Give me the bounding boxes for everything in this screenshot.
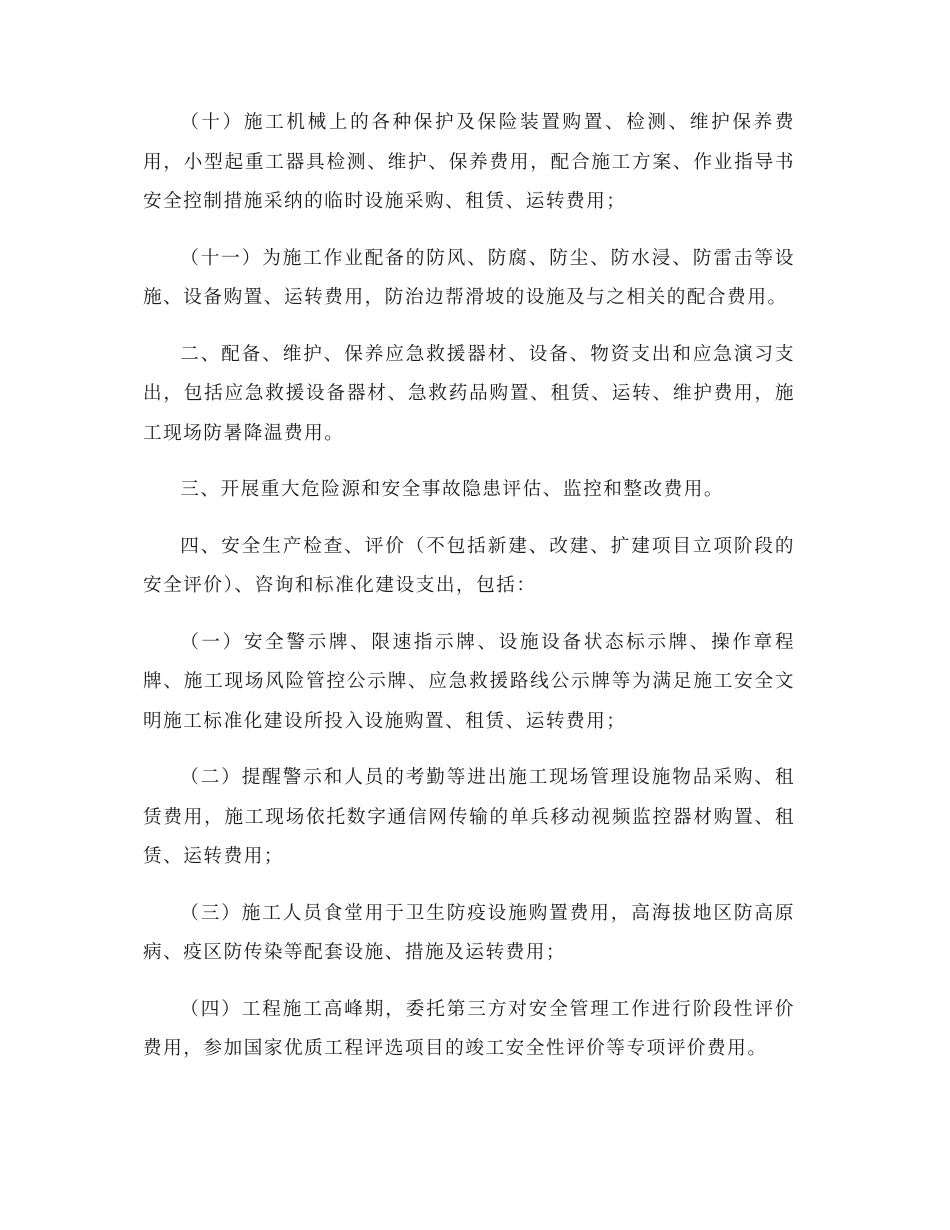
paragraph-section-4: 四、安全生产检查、评价（不包括新建、改建、扩建项目立项阶段的安全评价）、咨询和标准化建设支出，包括：: [143, 535, 795, 596]
paragraph-section-2: 二、配备、维护、保养应急救援器材、设备、物资支出和应急演习支出，包括应急救援设备器材、急救药品购置、租赁、运转、维护费用，施工现场防暑降温费用。: [143, 343, 795, 444]
paragraph-4-2: （二）提醒警示和人员的考勤等进出施工现场管理设施物品采购、租赁费用，施工现场依托数字通信网传输的单兵移动视频监控器材购置、租赁、运转费用；: [143, 767, 795, 867]
paragraph-11: （十一）为施工作业配备的防风、防腐、防尘、防水浸、防雷击等设施、设备购置、运转费用，防治边帮滑坡的设施及与之相关的配合费用。: [143, 247, 795, 308]
paragraph-4-3: （三）施工人员食堂用于卫生防疫设施购置费用，高海拔地区防高原病、疫区防传染等配套设施、措施及运转费用；: [143, 902, 795, 963]
document-page: [143, 103, 795, 1086]
paragraph-4-1: （一）安全警示牌、限速指示牌、设施设备状态标示牌、操作章程牌、施工现场风险管控公示牌、应急救援路线公示牌等为满足施工安全文明施工标准化建设所投入设施购置、租赁、运转费用；: [143, 631, 795, 732]
paragraph-section-3: 三、开展重大危险源和安全事故隐患评估、监控和整改费用。: [180, 479, 725, 500]
paragraph-4-4: （四）工程施工高峰期，委托第三方对安全管理工作进行阶段性评价费用，参加国家优质工程评选项目的竣工安全性评价等专项评价费用。: [143, 998, 795, 1059]
paragraph-10: （十）施工机械上的各种保护及保险装置购置、检测、维护保养费用，小型起重工器具检测、维护、保养费用，配合施工方案、作业指导书安全控制措施采纳的临时设施采购、租赁、运转费用；: [143, 112, 795, 212]
